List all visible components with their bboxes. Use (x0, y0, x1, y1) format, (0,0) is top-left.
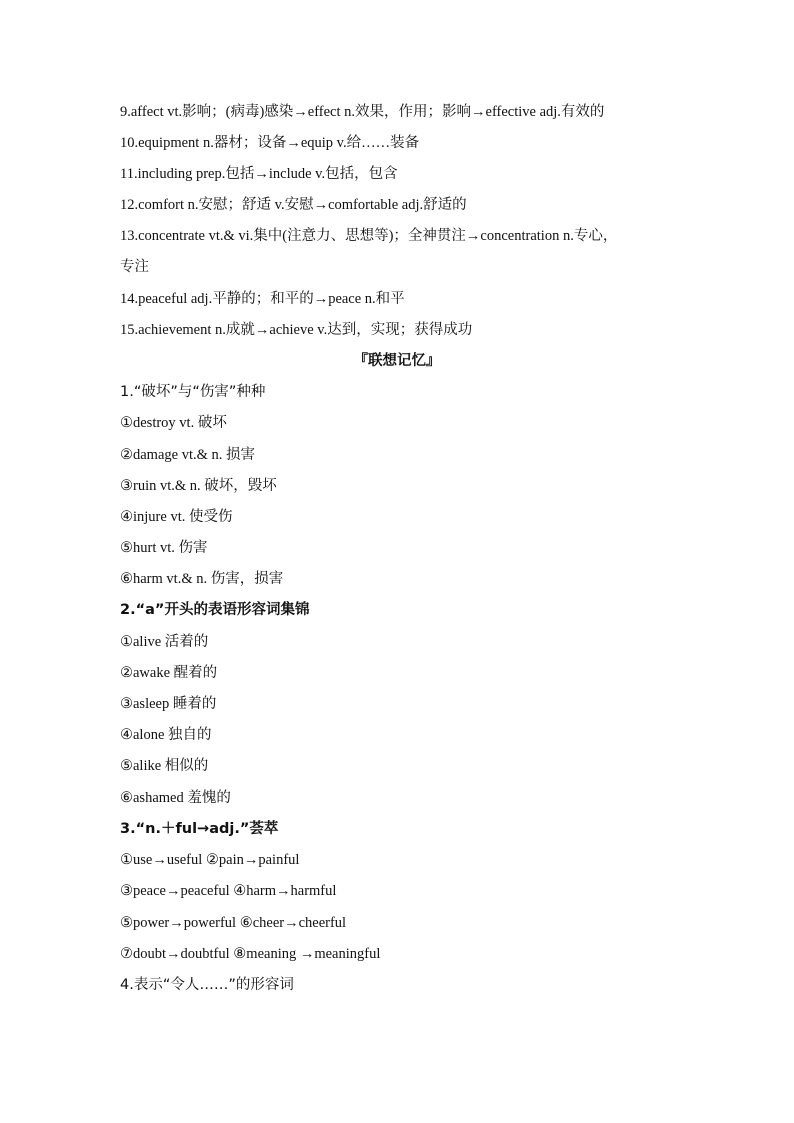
vocab-item-15: 15.achievement n.成就→achieve v.达到，实现；获得成功 (120, 322, 473, 338)
group1-item: ⑤hurt vt. 伤害 (120, 540, 208, 556)
group3-item: ⑦doubt→doubtful ⑧meaning →meaningful (120, 946, 381, 962)
group2-item: ②awake 醒着的 (120, 665, 218, 681)
group3-item: ⑤power→powerful ⑥cheer→cheerful (120, 915, 347, 931)
group2-item: ①alive 活着的 (120, 634, 209, 650)
vocab-item-13-continued: 专注 (120, 259, 149, 275)
vocab-item-9: 9.affect vt.影响；(病毒)感染→effect n.效果，作用；影响→effective adj.有效的 (120, 104, 605, 120)
group2-title: 2.“a”开头的表语形容词集锦 (120, 602, 310, 618)
group1-item: ④injure vt. 使受伤 (120, 509, 233, 525)
group1-item: ②damage vt.& n. 损害 (120, 447, 256, 463)
group3-item: ①use→useful ②pain→painful (120, 852, 300, 868)
vocab-item-11: 11.including prep.包括→include v.包括，包含 (120, 166, 398, 182)
memory-heading: 『联想记忆』 (353, 353, 441, 369)
group2-item: ④alone 独自的 (120, 727, 212, 743)
group3-title: 3.“n.＋ful→adj.”荟萃 (120, 821, 279, 837)
group1-item: ③ruin vt.& n. 破坏，毁坏 (120, 478, 277, 494)
group1-item: ⑥harm vt.& n. 伤害，损害 (120, 571, 284, 587)
vocab-item-14: 14.peaceful adj.平静的；和平的→peace n.和平 (120, 291, 405, 307)
group1-item: ①destroy vt. 破坏 (120, 415, 227, 431)
group2-item: ⑤alike 相似的 (120, 758, 209, 774)
vocab-item-12: 12.comfort n.安慰；舒适 v.安慰→comfortable adj.舒适的 (120, 197, 467, 213)
group3-item: ③peace→peaceful ④harm→harmful (120, 883, 337, 899)
vocab-item-10: 10.equipment n.器材；设备→equip v.给……装备 (120, 135, 420, 151)
group4-title: 4.表示“令人……”的形容词 (120, 977, 294, 993)
vocab-item-13: 13.concentrate vt.& vi.集中(注意力、思想等)；全神贯注→concentration n.专心， (120, 228, 618, 244)
group1-title: 1.“破坏”与“伤害”种种 (120, 384, 266, 400)
group2-item: ③asleep 睡着的 (120, 696, 217, 712)
group2-item: ⑥ashamed 羞愧的 (120, 790, 231, 806)
